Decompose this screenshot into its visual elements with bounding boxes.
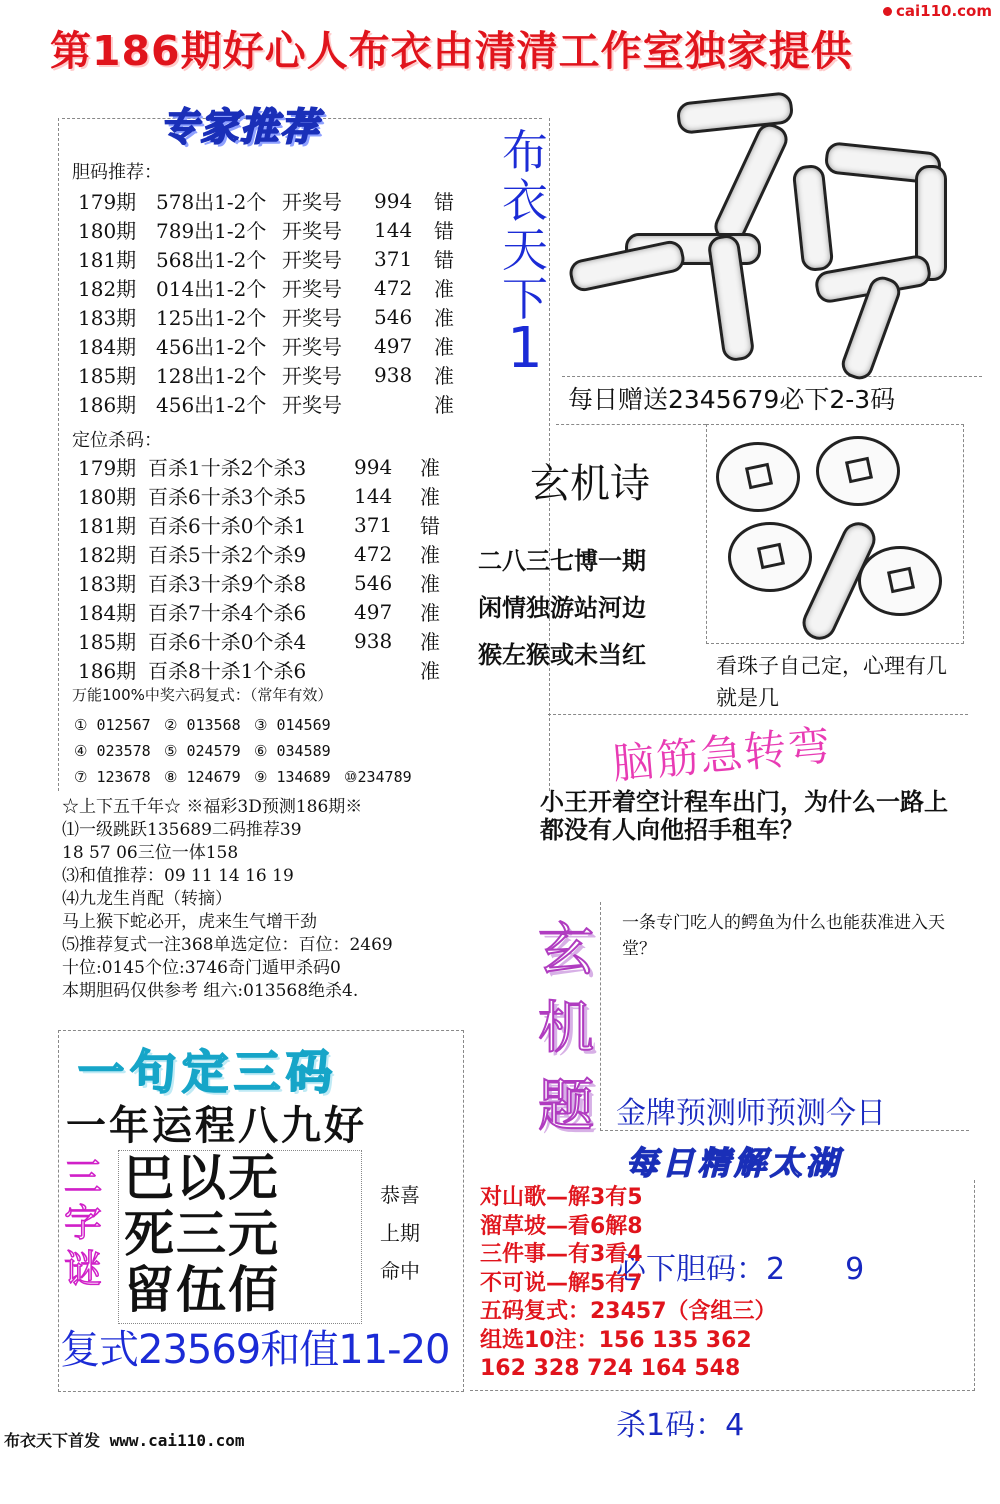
table-cell: 994 — [374, 188, 413, 213]
table-cell: 准 — [420, 601, 440, 625]
history-line: ⑷九龙生肖配（转摘） — [62, 889, 232, 909]
history-line: ⑴一级跳跃135689二码推荐39 — [62, 820, 302, 840]
combo-item: ④ 023578 — [74, 742, 151, 760]
table-row — [78, 360, 474, 389]
table-cell: 百杀6十杀0个杀4 — [148, 630, 307, 654]
table-cell: 开奖号 — [282, 277, 342, 301]
table-cell — [354, 655, 420, 684]
table-row — [78, 597, 460, 626]
xuanji-char: 题 — [538, 1074, 594, 1139]
taihu-list — [480, 1184, 777, 1384]
table-cell: 准 — [420, 630, 440, 654]
table-cell: 014出1-2个 — [156, 277, 267, 301]
table-row — [78, 389, 474, 418]
history-line: ☆上下五千年☆ ※福彩3D预测186期※ — [62, 797, 363, 817]
taihu-line: 溜草坡—看6解8 — [480, 1213, 643, 1239]
table-cell: 456出1-2个 — [156, 393, 267, 417]
expert-heading: 专家推荐 — [160, 105, 321, 149]
table-cell: 179期 — [78, 456, 137, 480]
table-cell: 938 — [374, 362, 413, 387]
table-cell: 开奖号 — [282, 248, 342, 272]
table-cell: 456出1-2个 — [156, 335, 267, 359]
combo-item: ⑦ 123678 — [74, 768, 151, 786]
table-cell: 错 — [420, 514, 440, 538]
table-cell: 185期 — [78, 630, 137, 654]
table-row — [78, 510, 460, 539]
table-cell: 准 — [434, 335, 454, 359]
table-cell: 186期 — [78, 659, 137, 683]
beads-icon — [712, 428, 952, 634]
congrats — [380, 1176, 420, 1290]
history-line: 本期胆码仅供参考 组六:013568绝杀4. — [62, 981, 359, 1001]
table-cell: 371 — [374, 246, 413, 271]
riddle-word: 巴以无 — [124, 1149, 280, 1207]
daily-gift: 每日赠送2345679必下2-3码 — [568, 385, 896, 414]
poem-line: 闲情独游站河边 — [478, 594, 646, 622]
logo-dot-icon — [883, 7, 892, 16]
table-cell: 568出1-2个 — [156, 248, 267, 272]
table-cell: 497 — [354, 599, 393, 624]
table-row — [78, 539, 460, 568]
table-row — [78, 215, 474, 244]
side-char: 谜 — [64, 1247, 103, 1291]
table-row — [78, 244, 474, 273]
poem-heading: 玄机诗 — [530, 461, 650, 507]
table-row — [78, 452, 460, 481]
table-cell: 182期 — [78, 543, 137, 567]
table-row — [78, 568, 460, 597]
dan-table — [78, 186, 474, 418]
table-cell: 125出1-2个 — [156, 306, 267, 330]
taihu-heading: 每日精解太湖 — [626, 1144, 843, 1182]
table-cell: 错 — [434, 248, 454, 272]
table-cell: 错 — [434, 190, 454, 214]
poem-lines — [478, 538, 646, 679]
combo-item: ⑥ 034589 — [254, 742, 331, 760]
table-cell: 938 — [354, 628, 393, 653]
congrats-line: 命中 — [380, 1259, 420, 1283]
table-cell: 百杀3十杀9个杀8 — [148, 572, 307, 596]
table-cell: 546 — [374, 304, 413, 329]
table-cell: 准 — [420, 572, 440, 596]
kill-label: 定位杀码： — [72, 430, 162, 451]
taihu-line: 三件事—有3看4 — [480, 1242, 643, 1267]
history-line: 18 57 06三位一体158 — [62, 843, 239, 863]
table-cell: 准 — [420, 659, 440, 683]
table-row — [78, 273, 474, 302]
combo-item: ⑨ 134689 — [254, 768, 331, 786]
table-cell: 144 — [374, 217, 413, 242]
kill-table — [78, 452, 460, 684]
table-cell: 578出1-2个 — [156, 190, 267, 214]
table-cell: 开奖号 — [282, 393, 342, 417]
congrats-line: 上期 — [380, 1221, 420, 1245]
table-cell: 546 — [354, 570, 393, 595]
riddle-bottom: 复式23569和值11-20 — [60, 1327, 450, 1373]
site-name: cai110.com — [896, 2, 992, 20]
history-line: ⑶和值推荐：09 11 14 16 19 — [62, 866, 294, 886]
combo-row — [74, 764, 414, 790]
table-cell: 186期 — [78, 393, 137, 417]
riddle-side-label — [64, 1154, 102, 1292]
combo-item: ② 013568 — [164, 716, 241, 734]
table-cell: 181期 — [78, 514, 137, 538]
page-title: 第186期好心人布衣由清清工作室独家提供 — [50, 27, 853, 75]
table-cell: 497 — [374, 333, 413, 358]
taihu-line: 组选10注：156 135 362 — [480, 1327, 752, 1353]
table-cell: 错 — [434, 219, 454, 243]
table-cell: 128出1-2个 — [156, 364, 267, 388]
table-cell: 182期 — [78, 277, 137, 301]
buyi-char: 下 — [502, 272, 548, 326]
combo-list — [74, 712, 414, 790]
xuanji-question: 一条专门吃人的鳄鱼为什么也能获准进入天堂？ — [622, 913, 945, 959]
table-cell: 开奖号 — [282, 219, 342, 243]
table-row — [78, 331, 474, 360]
table-cell: 789出1-2个 — [156, 219, 267, 243]
table-cell: 百杀8十杀1个杀6 — [148, 659, 307, 683]
table-row — [78, 626, 460, 655]
combo-item: ⑩234789 — [344, 768, 412, 786]
riddle-word: 死三元 — [124, 1205, 280, 1263]
gold-line: 金牌预测师预测今日 — [616, 1096, 886, 1131]
table-cell: 百杀1十杀2个杀3 — [148, 456, 307, 480]
buyi-char: 布 — [502, 125, 548, 179]
table-cell: 准 — [420, 456, 440, 480]
table-cell: 开奖号 — [282, 335, 342, 359]
table-row — [78, 186, 474, 215]
dan-label: 胆码推荐： — [72, 162, 162, 183]
combo-item: ① 012567 — [74, 716, 151, 734]
combo-item: ⑧ 124679 — [164, 768, 241, 786]
table-cell: 184期 — [78, 335, 137, 359]
table-cell: 472 — [374, 275, 413, 300]
table-cell: 185期 — [78, 364, 137, 388]
table-row — [78, 481, 460, 510]
buyi-vertical — [492, 125, 558, 381]
riddle-heading: 一句定三码 — [78, 1045, 338, 1099]
taihu-line: 对山歌—解3有5 — [480, 1185, 643, 1210]
buyi-char: 1 — [507, 316, 543, 381]
table-row — [78, 655, 460, 684]
table-cell: 179期 — [78, 190, 137, 214]
combo-item: ⑤ 024579 — [164, 742, 241, 760]
history-line: 十位:0145个位:3746奇门遁甲杀码0 — [62, 958, 341, 978]
taihu-line: 不可说—解5有7 — [480, 1270, 643, 1296]
table-cell: 开奖号 — [282, 306, 342, 330]
side-char: 三 — [64, 1155, 103, 1199]
table-cell: 183期 — [78, 572, 137, 596]
divider — [556, 424, 706, 425]
table-cell: 百杀6十杀3个杀5 — [148, 485, 307, 509]
footer: 布衣天下首发 www.cai110.com — [4, 1431, 245, 1450]
gold-line: 必下胆码：2 9 — [616, 1252, 865, 1287]
side-char: 字 — [64, 1201, 103, 1245]
table-cell: 180期 — [78, 219, 137, 243]
divider — [548, 714, 968, 715]
table-cell: 百杀6十杀0个杀1 — [148, 514, 307, 538]
xuanji-char: 机 — [538, 996, 594, 1061]
combo-row — [74, 712, 414, 738]
table-cell: 184期 — [78, 601, 137, 625]
brain-question: 小王开着空计程车出门，为什么一路上都没有人向他招手租车？ — [540, 788, 948, 844]
xuanji-vertical — [538, 912, 594, 1146]
buyi-char: 天 — [502, 223, 548, 277]
table-cell: 开奖号 — [282, 190, 342, 214]
table-cell: 准 — [434, 364, 454, 388]
riddle-word: 留伍佰 — [124, 1261, 280, 1319]
combo-row — [74, 738, 414, 764]
table-cell — [374, 389, 434, 418]
table-cell: 百杀5十杀2个杀9 — [148, 543, 307, 567]
table-cell: 准 — [420, 543, 440, 567]
history-line: ⑸推荐复式一注368单选定位：百位：2469 — [62, 935, 393, 955]
poem-line: 二八三七博一期 — [478, 547, 646, 575]
table-cell: 181期 — [78, 248, 137, 272]
poem-line: 猴左猴或未当红 — [478, 641, 646, 669]
riddle-words — [124, 1150, 280, 1318]
table-cell: 472 — [354, 541, 393, 566]
combo-label: 万能100%中奖六码复式：（常年有效） — [72, 686, 333, 704]
table-cell: 144 — [354, 483, 393, 508]
table-cell: 准 — [434, 306, 454, 330]
xuanji-char: 玄 — [538, 918, 594, 983]
table-cell: 994 — [354, 454, 393, 479]
table-cell: 180期 — [78, 485, 137, 509]
table-row — [78, 302, 474, 331]
table-cell: 准 — [434, 277, 454, 301]
table-cell: 371 — [354, 512, 393, 537]
taihu-line: 五码复式：23457（含组三） — [480, 1299, 777, 1324]
combo-item: ③ 014569 — [254, 716, 331, 734]
table-cell: 百杀7十杀4个杀6 — [148, 601, 307, 625]
history-line: 马上猴下蛇必开，虎来生气增干劲 — [62, 912, 317, 932]
gold-line: 杀1码：4 — [616, 1408, 745, 1443]
table-cell: 准 — [420, 485, 440, 509]
congrats-line: 恭喜 — [380, 1183, 420, 1207]
brain-heading: 脑筋急转弯 — [610, 720, 834, 789]
table-cell: 183期 — [78, 306, 137, 330]
riddle-line: 一年运程八九好 — [66, 1103, 367, 1149]
big-number-39-icon — [565, 85, 965, 375]
history-block — [62, 796, 393, 1003]
beads-note: 看珠子自己定，心理有几就是几 — [716, 654, 947, 710]
taihu-line: 162 328 724 164 548 — [480, 1356, 741, 1381]
buyi-char: 衣 — [502, 174, 548, 228]
table-cell: 开奖号 — [282, 364, 342, 388]
table-cell: 准 — [434, 393, 454, 417]
